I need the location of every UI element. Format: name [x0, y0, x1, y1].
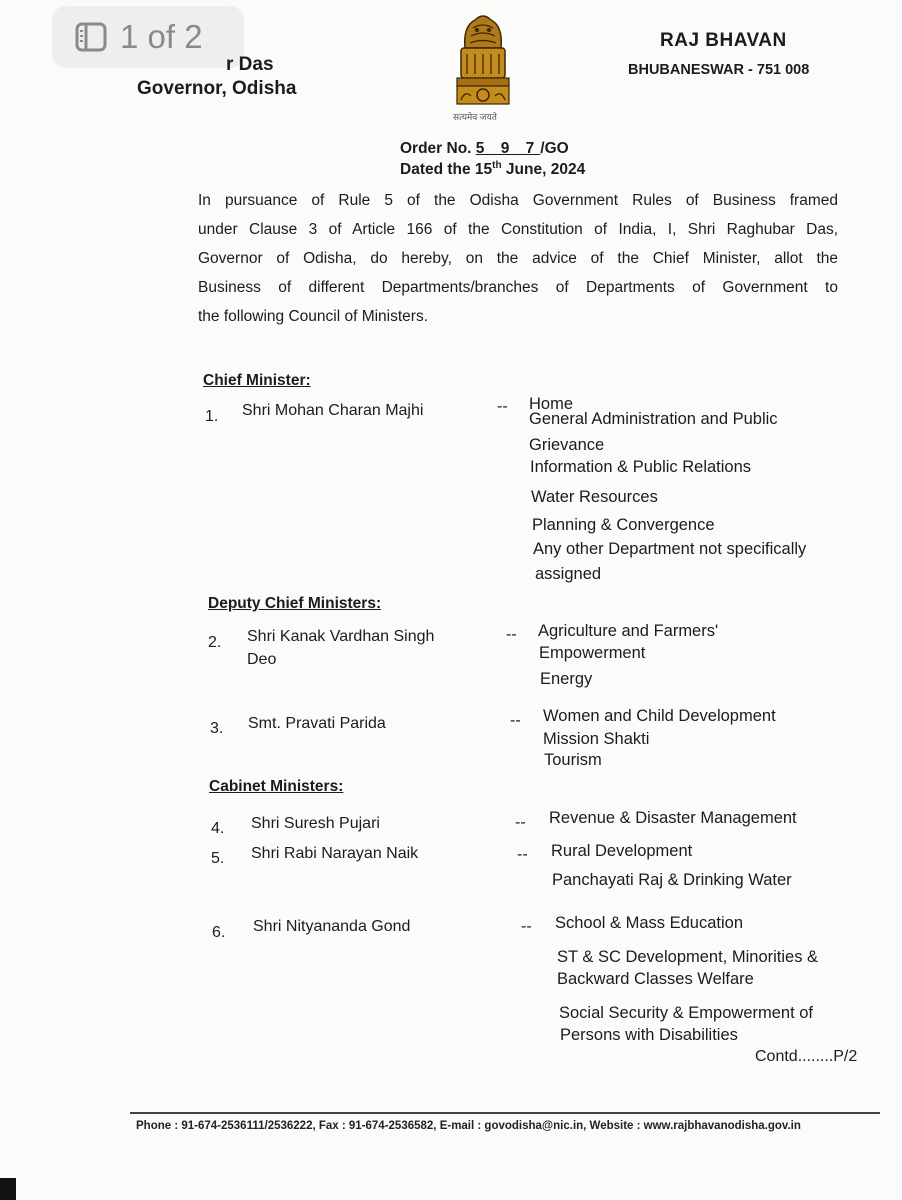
portfolio-item: Water Resources — [531, 488, 658, 506]
minister-dash: -- — [497, 398, 508, 415]
governor-name: r Das — [226, 54, 274, 75]
sidebar-panel-icon[interactable] — [74, 20, 108, 54]
preamble-line: Business of different Departments/branches of Departments of Government to — [198, 279, 838, 296]
minister-dash: -- — [517, 846, 528, 863]
portfolio-item: Women and Child Development — [543, 707, 776, 725]
portfolio-item: Grievance — [529, 436, 605, 454]
minister-name: Shri Suresh Pujari — [251, 815, 380, 832]
portfolio-item: Revenue & Disaster Management — [549, 809, 797, 827]
office-address: BHUBANESWAR - 751 008 — [628, 62, 810, 78]
portfolio-item: Energy — [540, 670, 593, 688]
portfolio-item: Empowerment — [539, 644, 646, 662]
preamble-line: Governor of Odisha, do hereby, on the advice of the Chief Minister, allot the — [198, 250, 838, 267]
portfolio-item: Backward Classes Welfare — [557, 970, 754, 988]
portfolio-item: Agriculture and Farmers' — [538, 622, 719, 640]
portfolio-item: Planning & Convergence — [532, 516, 715, 534]
minister-number: 4. — [211, 820, 225, 837]
portfolio-item: Information & Public Relations — [530, 458, 752, 476]
portfolio-item: ST & SC Development, Minorities & — [557, 948, 819, 966]
minister-name: Shri Mohan Charan Majhi — [242, 402, 424, 419]
continuation-note: Contd........P/2 — [755, 1048, 858, 1065]
date-ordinal: th — [492, 160, 502, 171]
portfolio-item: School & Mass Education — [555, 914, 744, 932]
preamble-paragraph — [198, 186, 838, 331]
portfolio-item: Any other Department not specifically — [533, 540, 807, 558]
section-chief-minister: Chief Minister: — [203, 372, 311, 389]
office-name: RAJ BHAVAN — [660, 30, 787, 51]
page-corner-shadow — [0, 1178, 16, 1200]
minister-name: Shri Rabi Narayan Naik — [251, 845, 419, 862]
minister-number: 3. — [210, 720, 224, 737]
order-prefix: Order No. — [400, 140, 472, 157]
portfolio-item: assigned — [535, 565, 602, 583]
minister-name-continued: Deo — [247, 651, 277, 668]
page-indicator[interactable] — [52, 6, 244, 68]
section-cabinet-ministers: Cabinet Ministers: — [209, 778, 344, 795]
minister-number: 2. — [208, 634, 222, 651]
date-prefix: Dated the 15 — [400, 161, 493, 179]
portfolio-item: Persons with Disabilities — [560, 1026, 738, 1044]
minister-name: Smt. Pravati Parida — [248, 715, 386, 732]
portfolio-item: Panchayati Raj & Drinking Water — [552, 871, 792, 889]
portfolio-item: General Administration and Public — [529, 410, 778, 428]
national-emblem-icon — [443, 8, 523, 120]
portfolio-item: Tourism — [544, 751, 602, 769]
preamble-line: In pursuance of Rule 5 of the Odisha Government Rules of Business framed — [198, 192, 838, 209]
portfolio-item: Home — [529, 395, 574, 413]
portfolio-item: Rural Development — [551, 842, 693, 860]
footer-contact-line: Phone : 91-674-2536111/2536222, Fax : 91-674-2536582, E-mail : govodisha@nic.in, Website : www.rajbhavanodisha.gov.in — [136, 1120, 801, 1132]
preamble-line: the following Council of Ministers. — [198, 308, 429, 325]
portfolio-item: Social Security & Empowerment of — [559, 1004, 814, 1022]
date-suffix: June, 2024 — [501, 161, 586, 179]
portfolio-item: Mission Shakti — [543, 730, 650, 748]
preamble-line: under Clause 3 of Article 166 of the Constitution of India, I, Shri Raghubar Das, — [198, 221, 838, 238]
minister-dash: -- — [510, 712, 521, 729]
page-indicator-label: 1 of 2 — [120, 18, 203, 55]
footer-divider — [130, 1112, 880, 1114]
order-suffix: /GO — [540, 140, 569, 157]
governor-designation: Governor, Odisha — [137, 78, 297, 99]
section-deputy-chief-ministers: Deputy Chief Ministers: — [208, 595, 382, 612]
minister-dash: -- — [506, 626, 517, 643]
order-number: 5 9 7 — [475, 140, 541, 157]
minister-dash: -- — [515, 814, 526, 831]
emblem-motto: सत्यमेव जयते — [453, 112, 497, 122]
minister-name: Shri Nityananda Gond — [253, 918, 411, 935]
order-number-line — [400, 140, 569, 158]
minister-number: 5. — [211, 850, 225, 867]
minister-number: 1. — [205, 408, 219, 425]
order-date-line — [400, 160, 585, 179]
minister-number: 6. — [212, 924, 226, 941]
minister-name: Shri Kanak Vardhan Singh — [247, 628, 435, 645]
minister-dash: -- — [521, 918, 532, 935]
